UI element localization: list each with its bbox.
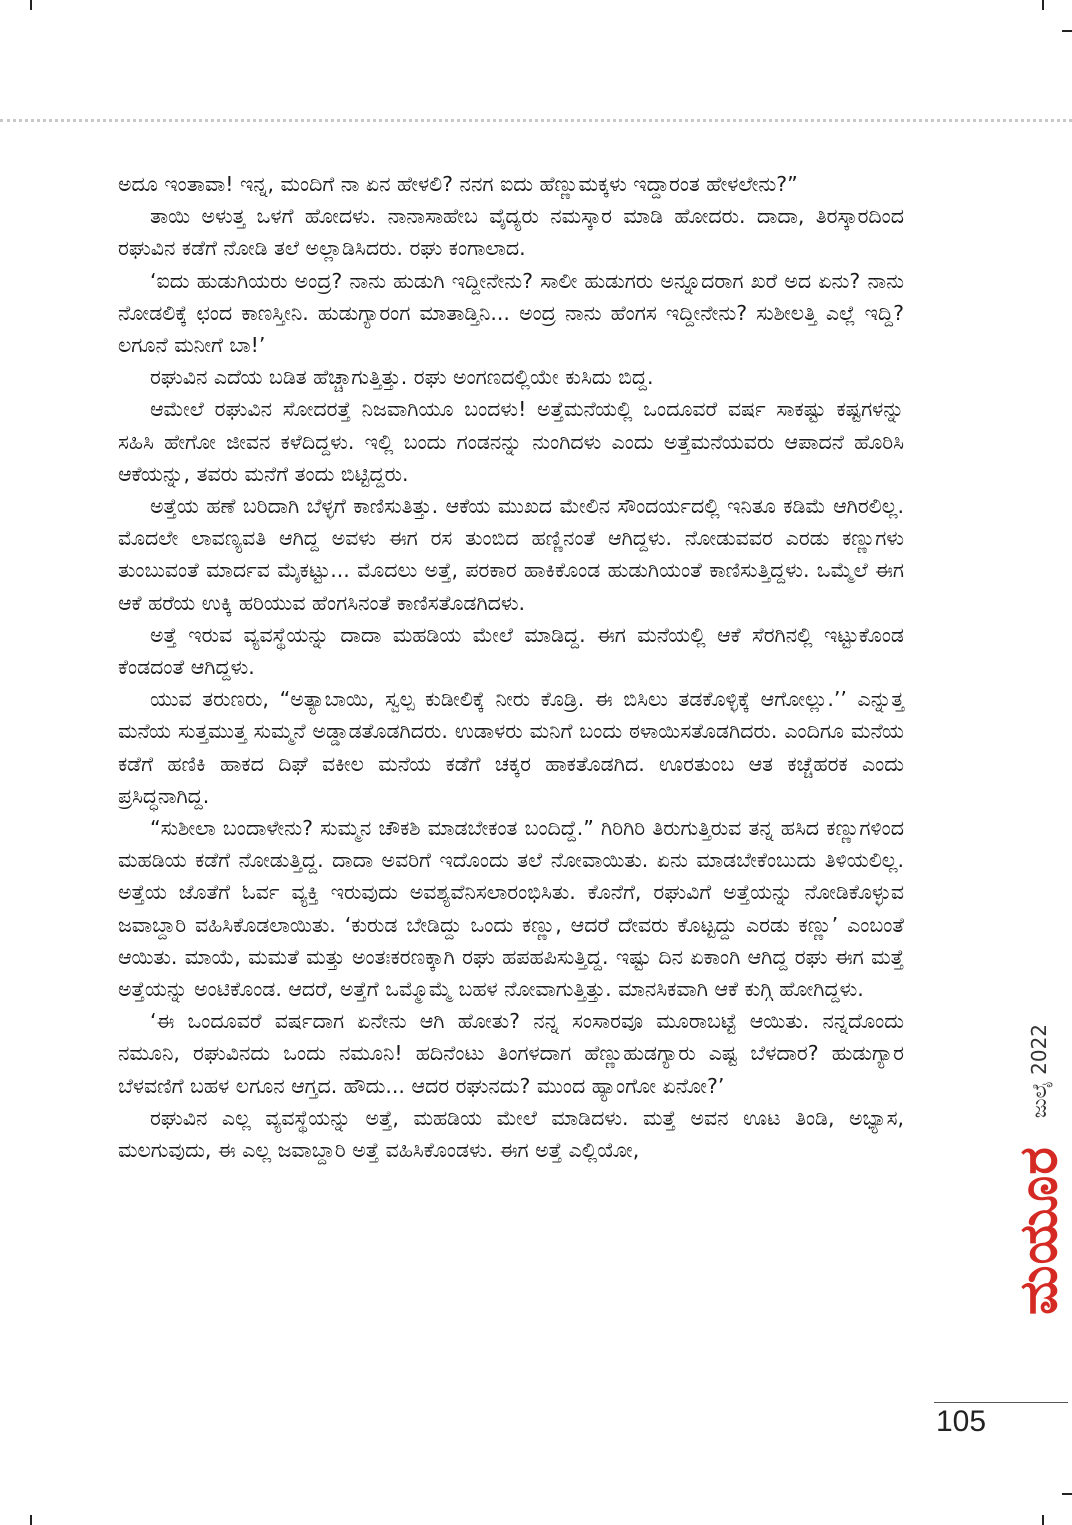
paragraph: ರಘುವಿನ ಎಲ್ಲ ವ್ಯವಸ್ಥೆಯನ್ನು ಅತ್ತೆ, ಮಹಡಿಯ ಮೇಲೆ ಮಾಡಿದಳು. ಮತ್ತೆ ಅವನ ಊಟ ತಿಂಡಿ, ಅಭ್ಯಾಸ, ಮಲಗುವುದು, ಈ ಎಲ್ಲ ಜವಾಬ್ದಾರಿ ಅತ್ತೆ ವಹಿಸಿಕೊಂಡಳು. ಈಗ ಅತ್ತೆ ಎಲ್ಲಿಯೋ, [118,1105,904,1163]
paragraph: ‘ಈ ಒಂದೂವರೆ ವರ್ಷದಾಗ ಏನೇನು ಆಗಿ ಹೋತು? ನನ್ನ ಸಂಸಾರವೂ ಮೂರಾಬಟ್ಟೆ ಆಯಿತು. ನನ್ನದೊಂದು ನಮೂನಿ, ರಘುವಿನದು ಒಂದು ನಮೂನಿ! ಹದಿನೆಂಟು ತಿಂಗಳದಾಗ ಹೆಣ್ಣುಹುಡಗ್ಯಾರು ಎಷ್ಟ ಬೆಳದಾರ? ಹುಡುಗ್ಯಾರ ಬೆಳವಣಿಗೆ ಬಹಳ ಲಗೂನ ಆಗ್ತದ. ಹೌದು... ಆದರ ರಘುನದು? ಮುಂದ ಹ್ಯಾಂಗೋ ಏನೋ?’ [118,1009,904,1098]
paragraph: ಅತ್ತೆ ಇರುವ ವ್ಯವಸ್ಥೆಯನ್ನು ದಾದಾ ಮಹಡಿಯ ಮೇಲೆ ಮಾಡಿದ್ದ. ಈಗ ಮನೆಯಲ್ಲಿ ಆಕೆ ಸೆರಗಿನಲ್ಲಿ ಇಟ್ಟುಕೊಂಡ ಕೆಂಡದಂತೆ ಆಗಿದ್ದಳು. [118,622,904,680]
article-body [118,168,904,1166]
paragraph: ತಾಯಿ ಅಳುತ್ತ ಒಳಗೆ ಹೋದಳು. ನಾನಾಸಾಹೇಬ ವೈದ್ಯರು ನಮಸ್ಕಾರ ಮಾಡಿ ಹೋದರು. ದಾದಾ, ತಿರಸ್ಕಾರದಿಂದ ರಘುವಿನ ಕಡೆಗೆ ನೋಡಿ ತಲೆ ಅಲ್ಲಾಡಿಸಿದರು. ರಘು ಕಂಗಾಲಾದ. [118,204,904,261]
magazine-logo: ಮಯೂರ [1009,1146,1069,1315]
page-number: 105 [936,1405,987,1438]
paragraph: ರಘುವಿನ ಎದೆಯ ಬಡಿತ ಹೆಚ್ಚಾಗುತ್ತಿತ್ತು. ರಘು ಅಂಗಣದಲ್ಲಿಯೇ ಕುಸಿದು ಬಿದ್ದ. [150,365,654,390]
paragraph: ಆಮೇಲೆ ರಘುವಿನ ಸೋದರತ್ತೆ ನಿಜವಾಗಿಯೂ ಬಂದಳು! ಅತ್ತೆಮನೆಯಲ್ಲಿ ಒಂದೂವರೆ ವರ್ಷ ಸಾಕಷ್ಟು ಕಷ್ಟಗಳನ್ನು ಸಹಿಸಿ ಹೇಗೋ ಜೀವನ ಕಳೆದಿದ್ದಳು. ಇಲ್ಲಿ ಬಂದು ಗಂಡನನ್ನು ನುಂಗಿದಳು ಎಂದು ಅತ್ತೆಮನೆಯವರು ಆಪಾದನೆ ಹೊರಿಸಿ ಆಕೆಯನ್ನು, ತವರು ಮನೆಗೆ ತಂದು ಬಿಟ್ಟಿದ್ದರು. [118,397,904,486]
magazine-side-label [1011,1024,1067,1315]
folio-rule [934,1402,1068,1403]
issue-date: ಜುಲೈ 2022 [1027,1023,1051,1119]
paragraph: ಯುವ ತರುಣರು, “ಅತ್ಯಾಬಾಯಿ, ಸ್ವಲ್ಪ ಕುಡೀಲಿಕ್ಕೆ ನೀರು ಕೊಡ್ರಿ. ಈ ಬಿಸಿಲು ತಡಕೊಳ್ಳಿಕ್ಕೆ ಆಗೋಲ್ಲು.’’ ಎನ್ನುತ್ತ ಮನೆಯ ಸುತ್ತಮುತ್ತ ಸುಮ್ಮನೆ ಅಡ್ಡಾಡತೊಡಗಿದರು. ಉಡಾಳರು ಮನಿಗೆ ಬಂದು ಠಳಾಯಿಸತೊಡಗಿದರು. ಎಂದಿಗೂ ಮನೆಯ ಕಡೆಗೆ ಹಣಿಕಿ ಹಾಕದ ದಿಘೆ ವಕೀಲ ಮನೆಯ ಕಡೆಗೆ ಚಕ್ಕರ ಹಾಕತೊಡಗಿದ. ಊರತುಂಬ ಆತ ಕಚ್ಚೆಹರಕ ಎಂದು ಪ್ರಸಿದ್ಧನಾಗಿದ್ದ. [118,687,904,808]
crop-mark-right-top [1062,30,1072,32]
crop-mark-bottom-right [1042,1515,1044,1525]
paragraph: ಅದೂ ಇಂತಾವಾ! ಇನ್ನ, ಮಂದಿಗೆ ನಾ ಏನ ಹೇಳಲಿ? ನನಗ ಐದು ಹೆಣ್ಣುಮಕ್ಕಳು ಇದ್ದಾರಂತ ಹೇಳಲೇನು?” [118,172,798,196]
crop-mark-bottom-left [30,1515,32,1525]
crop-mark-top-left [30,0,32,10]
paragraph: “ಸುಶೀಲಾ ಬಂದಾಳೇನು? ಸುಮ್ಮನ ಚೌಕಶಿ ಮಾಡಬೇಕಂತ ಬಂದಿದ್ದೆ.” ಗಿರಿಗಿರಿ ತಿರುಗುತ್ತಿರುವ ತನ್ನ ಹಸಿದ ಕಣ್ಣುಗಳಿಂದ ಮಹಡಿಯ ಕಡೆಗೆ ನೋಡುತ್ತಿದ್ದ. ದಾದಾ ಅವರಿಗೆ ಇದೊಂದು ತಲೆ ನೋವಾಯಿತು. ಏನು ಮಾಡಬೇಕೆಂಬುದು ತಿಳಿಯಲಿಲ್ಲ. ಅತ್ತೆಯ ಜೊತೆಗೆ ಓರ್ವ ವ್ಯಕ್ತಿ ಇರುವುದು ಅವಶ್ಯವೆನಿಸಲಾರಂಭಿಸಿತು. ಕೊನೆಗೆ, ರಘುವಿಗೆ ಅತ್ತೆಯನ್ನು ನೋಡಿಕೊಳ್ಳುವ ಜವಾಬ್ದಾರಿ ವಹಿಸಿಕೊಡಲಾಯಿತು. ‘ಕುರುಡ ಬೇಡಿದ್ದು ಒಂದು ಕಣ್ಣು, ಆದರೆ ದೇವರು ಕೊಟ್ಟದ್ದು ಎರಡು ಕಣ್ಣು’ ಎಂಬಂತೆ ಆಯಿತು. ಮಾಯೆ, ಮಮತೆ ಮತ್ತು ಅಂತಃಕರಣಕ್ಕಾಗಿ ರಘು ಹಪಹಪಿಸುತ್ತಿದ್ದ. ಇಷ್ಟು ದಿನ ಏಕಾಂಗಿ ಆಗಿದ್ದ ರಘು ಈಗ ಮತ್ತೆ ಅತ್ತೆಯನ್ನು ಅಂಟಿಕೊಂಡ. ಆದರೆ, ಅತ್ತೆಗೆ ಒಮ್ಮೊಮ್ಮೆ ಬಹಳ ನೋವಾಗುತ್ತಿತ್ತು. ಮಾನಸಿಕವಾಗಿ ಆಕೆ ಕುಗ್ಗಿ ಹೋಗಿದ್ದಳು. [118,816,904,1002]
crop-mark-right-bottom [1062,1493,1072,1495]
header-dotted-rule [0,119,1072,122]
paragraph: ಅತ್ತೆಯ ಹಣೆ ಬರಿದಾಗಿ ಬೆಳ್ಳಗೆ ಕಾಣಿಸುತಿತ್ತು. ಆಕೆಯ ಮುಖದ ಮೇಲಿನ ಸೌಂದರ್ಯದಲ್ಲಿ ಇನಿತೂ ಕಡಿಮೆ ಆಗಿರಲಿಲ್ಲ. ಮೊದಲೇ ಲಾವಣ್ಯವತಿ ಆಗಿದ್ದ ಅವಳು ಈಗ ರಸ ತುಂಬಿದ ಹಣ್ಣಿನಂತೆ ಆಗಿದ್ದಳು. ನೋಡುವವರ ಎರಡು ಕಣ್ಣುಗಳು ತುಂಬುವಂತೆ ಮಾರ್ದವ ಮೈಕಟ್ಟು... ಮೊದಲು ಅತ್ತೆ, ಪರಕಾರ ಹಾಕಿಕೊಂಡ ಹುಡುಗಿಯಂತೆ ಕಾಣಿಸುತ್ತಿದ್ದಳು. ಒಮ್ಮೆಲೆ ಈಗ ಆಕೆ ಹರೆಯ ಉಕ್ಕಿ ಹರಿಯುವ ಹೆಂಗಸಿನಂತೆ ಕಾಣಿಸತೊಡಗಿದಳು. [118,494,904,615]
crop-mark-top-right [1042,0,1044,10]
paragraph: ‘ಐದು ಹುಡುಗಿಯರು ಅಂದ್ರ? ನಾನು ಹುಡುಗಿ ಇದ್ದೀನೇನು? ಸಾಲೀ ಹುಡುಗರು ಅನ್ನೂದರಾಗ ಖರೆ ಅದ ಏನು? ನಾನು ನೋಡಲಿಕ್ಕೆ ಛಂದ ಕಾಣಸ್ತೀನಿ. ಹುಡುಗ್ಯಾರಂಗ ಮಾತಾಡ್ತಿನಿ... ಅಂದ್ರ ನಾನು ಹೆಂಗಸ ಇದ್ದೀನೇನು? ಸುಶೀಲತ್ತಿ ಎಲ್ಲೆ ಇದ್ದಿ? ಲಗೂನೆ ಮನೀಗೆ ಬಾ!’ [118,268,904,358]
